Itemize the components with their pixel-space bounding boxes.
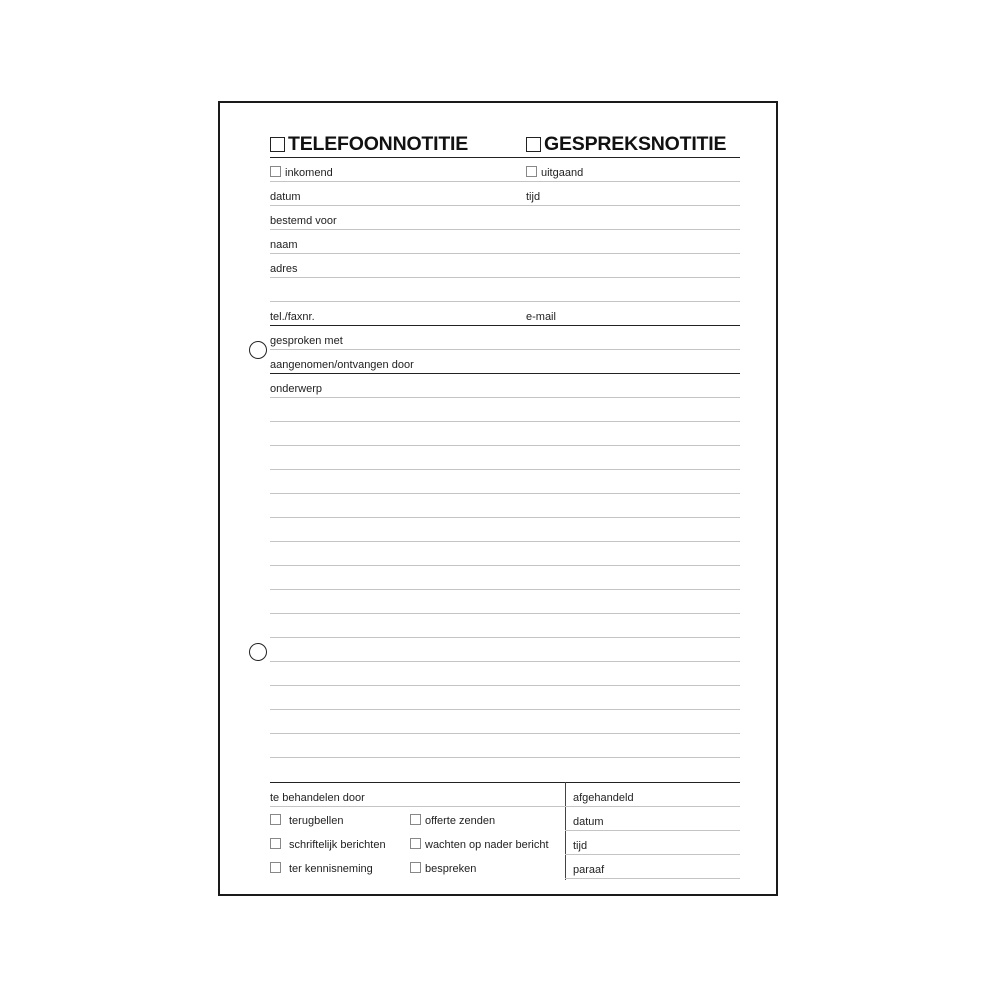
note-line <box>270 661 740 662</box>
line-row-6 <box>270 301 740 302</box>
note-line <box>270 613 740 614</box>
checkbox-schriftelijk-berichten[interactable] <box>270 838 281 849</box>
note-line <box>270 397 740 398</box>
line-row-2 <box>270 205 740 206</box>
label-tel-faxnr: tel./faxnr. <box>270 311 315 323</box>
title-telefoonnotitie <box>270 132 468 156</box>
note-line <box>270 469 740 470</box>
line-row-7 <box>270 325 740 326</box>
note-line <box>270 757 740 758</box>
label-naam: naam <box>270 239 298 251</box>
note-line <box>270 637 740 638</box>
label-paraaf: paraaf <box>573 864 605 876</box>
checkbox-ter-kennisneming[interactable] <box>270 862 281 873</box>
footer-top-divider <box>270 782 740 783</box>
footer-column-divider <box>565 782 566 880</box>
label-inkomend: inkomend <box>285 167 333 179</box>
label-gesproken-met: gesproken met <box>270 335 343 347</box>
note-line <box>270 589 740 590</box>
punch-hole-bottom <box>249 643 267 661</box>
checkbox-uitgaand[interactable] <box>526 166 537 177</box>
label-uitgaand: uitgaand <box>541 167 584 179</box>
label-tijd: tijd <box>526 191 541 203</box>
note-line <box>270 709 740 710</box>
note-line <box>270 421 740 422</box>
label-footer-tijd: tijd <box>573 840 588 852</box>
footer-line-1 <box>270 806 740 807</box>
note-line <box>270 445 740 446</box>
label-offerte-zenden: offerte zenden <box>425 815 496 827</box>
label-schriftelijk-berichten: schriftelijk berichten <box>289 839 386 851</box>
label-bestemd-voor: bestemd voor <box>270 215 337 227</box>
label-adres: adres <box>270 263 298 275</box>
line-row-5 <box>270 277 740 278</box>
label-aangenomen-door: aangenomen/ontvangen door <box>270 359 414 371</box>
phone-note-form <box>218 101 778 896</box>
label-bespreken: bespreken <box>425 863 477 875</box>
label-ter-kennisneming: ter kennisneming <box>289 863 373 875</box>
footer-line-4 <box>565 878 740 879</box>
checkbox-terugbellen[interactable] <box>270 814 281 825</box>
footer-line-3 <box>565 854 740 855</box>
checkbox-telefoonnotitie[interactable] <box>270 137 285 152</box>
header-divider <box>270 157 740 158</box>
line-row-1 <box>270 181 740 182</box>
title-gespreksnotitie <box>526 132 726 156</box>
label-e-mail: e-mail <box>526 311 556 323</box>
label-terugbellen: terugbellen <box>289 815 344 827</box>
checkbox-bespreken[interactable] <box>410 862 421 873</box>
note-line <box>270 733 740 734</box>
note-line <box>270 565 740 566</box>
note-line <box>270 541 740 542</box>
label-onderwerp: onderwerp <box>270 383 322 395</box>
note-line <box>270 517 740 518</box>
line-row-8 <box>270 349 740 350</box>
title-gespreksnotitie-label: GESPREKSNOTITIE <box>544 132 727 155</box>
line-row-9 <box>270 373 740 374</box>
note-line <box>270 685 740 686</box>
label-te-behandelen-door: te behandelen door <box>270 792 365 804</box>
footer-line-2 <box>565 830 740 831</box>
label-afgehandeld: afgehandeld <box>573 792 634 804</box>
line-row-3 <box>270 229 740 230</box>
note-line <box>270 493 740 494</box>
checkbox-wachten-op-nader-bericht[interactable] <box>410 838 421 849</box>
checkbox-inkomend[interactable] <box>270 166 281 177</box>
checkbox-gespreksnotitie[interactable] <box>526 137 541 152</box>
checkbox-offerte-zenden[interactable] <box>410 814 421 825</box>
label-wachten-op-nader-bericht: wachten op nader bericht <box>425 839 549 851</box>
punch-hole-top <box>249 341 267 359</box>
title-telefoonnotitie-label: TELEFOONNOTITIE <box>288 132 469 155</box>
label-footer-datum: datum <box>573 816 604 828</box>
label-datum: datum <box>270 191 301 203</box>
line-row-4 <box>270 253 740 254</box>
